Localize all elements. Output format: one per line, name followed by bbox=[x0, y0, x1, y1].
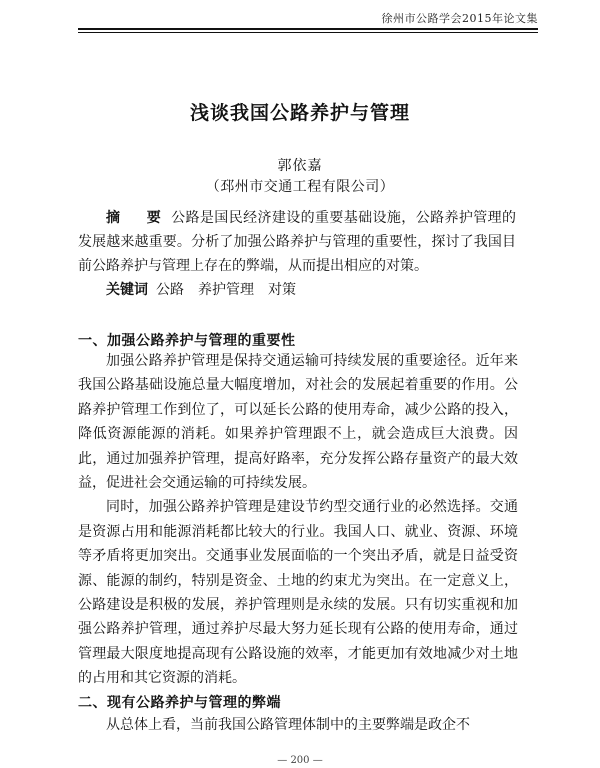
abstract-label: 摘 要 bbox=[106, 210, 168, 226]
section-1-body bbox=[78, 349, 518, 691]
author-affiliation: （邳州市交通工程有限公司） bbox=[205, 179, 395, 195]
keyword-item: 公路 bbox=[156, 282, 184, 298]
section-heading-1: 一、加强公路养护与管理的重要性 bbox=[78, 333, 296, 349]
running-header: 徐州市公路学会2015年论文集 bbox=[381, 12, 538, 25]
abstract-text: 公路是国民经济建设的重要基础设施，公路养护管理的发展越来越重要。分析了加强公路养护与管理的重要性，探讨了我国目前公路养护与管理上存在的弊端，从而提出相应的对策。 bbox=[78, 210, 517, 274]
keywords-label: 关键词 bbox=[106, 282, 148, 298]
abstract-block bbox=[78, 206, 516, 302]
keywords-line bbox=[78, 278, 516, 302]
article-title: 浅谈我国公路养护与管理 bbox=[189, 102, 410, 124]
keyword-item: 对策 bbox=[268, 282, 296, 298]
body-paragraph: 同时，加强公路养护管理是建设节约型交通行业的必然选择。交通是资源占用和能源消耗都比较大的行业。我国人口、就业、资源、环境等矛盾将更加突出。交通事业发展面临的一个突出矛盾，就是日益受资源、能源的制约，特别是资金、土地的约束尤为突出。在一定意义上，公路建设是积极的发展，养护管理则是永续的发展。只有切实重视和加强公路养护管理，通过养护尽最大努力延长现有公路的使用寿命，通过管理最大限度地提高现有公路设施的效率，才能更加有效地减少对土地的占用和其它资源的消耗。 bbox=[78, 499, 518, 687]
keyword-item: 养护管理 bbox=[198, 282, 254, 298]
author-name: 郭依嘉 bbox=[277, 158, 323, 174]
abstract-paragraph bbox=[78, 206, 516, 278]
header-rule bbox=[78, 28, 538, 33]
body-paragraph: 从总体上看，当前我国公路管理体制中的主要弊端是政企不 bbox=[106, 717, 470, 733]
section-heading-2: 二、现有公路养护与管理的弊端 bbox=[78, 695, 281, 711]
body-paragraph: 加强公路养护管理是保持交通运输可持续发展的重要途径。近年来我国公路基础设施总量大幅度增加，对社会的发展起着重要的作用。公路养护管理工作到位了，可以延长公路的使用寿命，减少公路的投入，降低资源能源的消耗。如果养护管理跟不上，就会造成巨大浪费。因此，通过加强养护管理，提高好路率，充分发挥公路存量资产的最大效益，促进社会交通运输的可持续发展。 bbox=[78, 353, 518, 492]
section-2-body bbox=[78, 713, 518, 737]
page-number: — 200 — bbox=[277, 755, 323, 766]
